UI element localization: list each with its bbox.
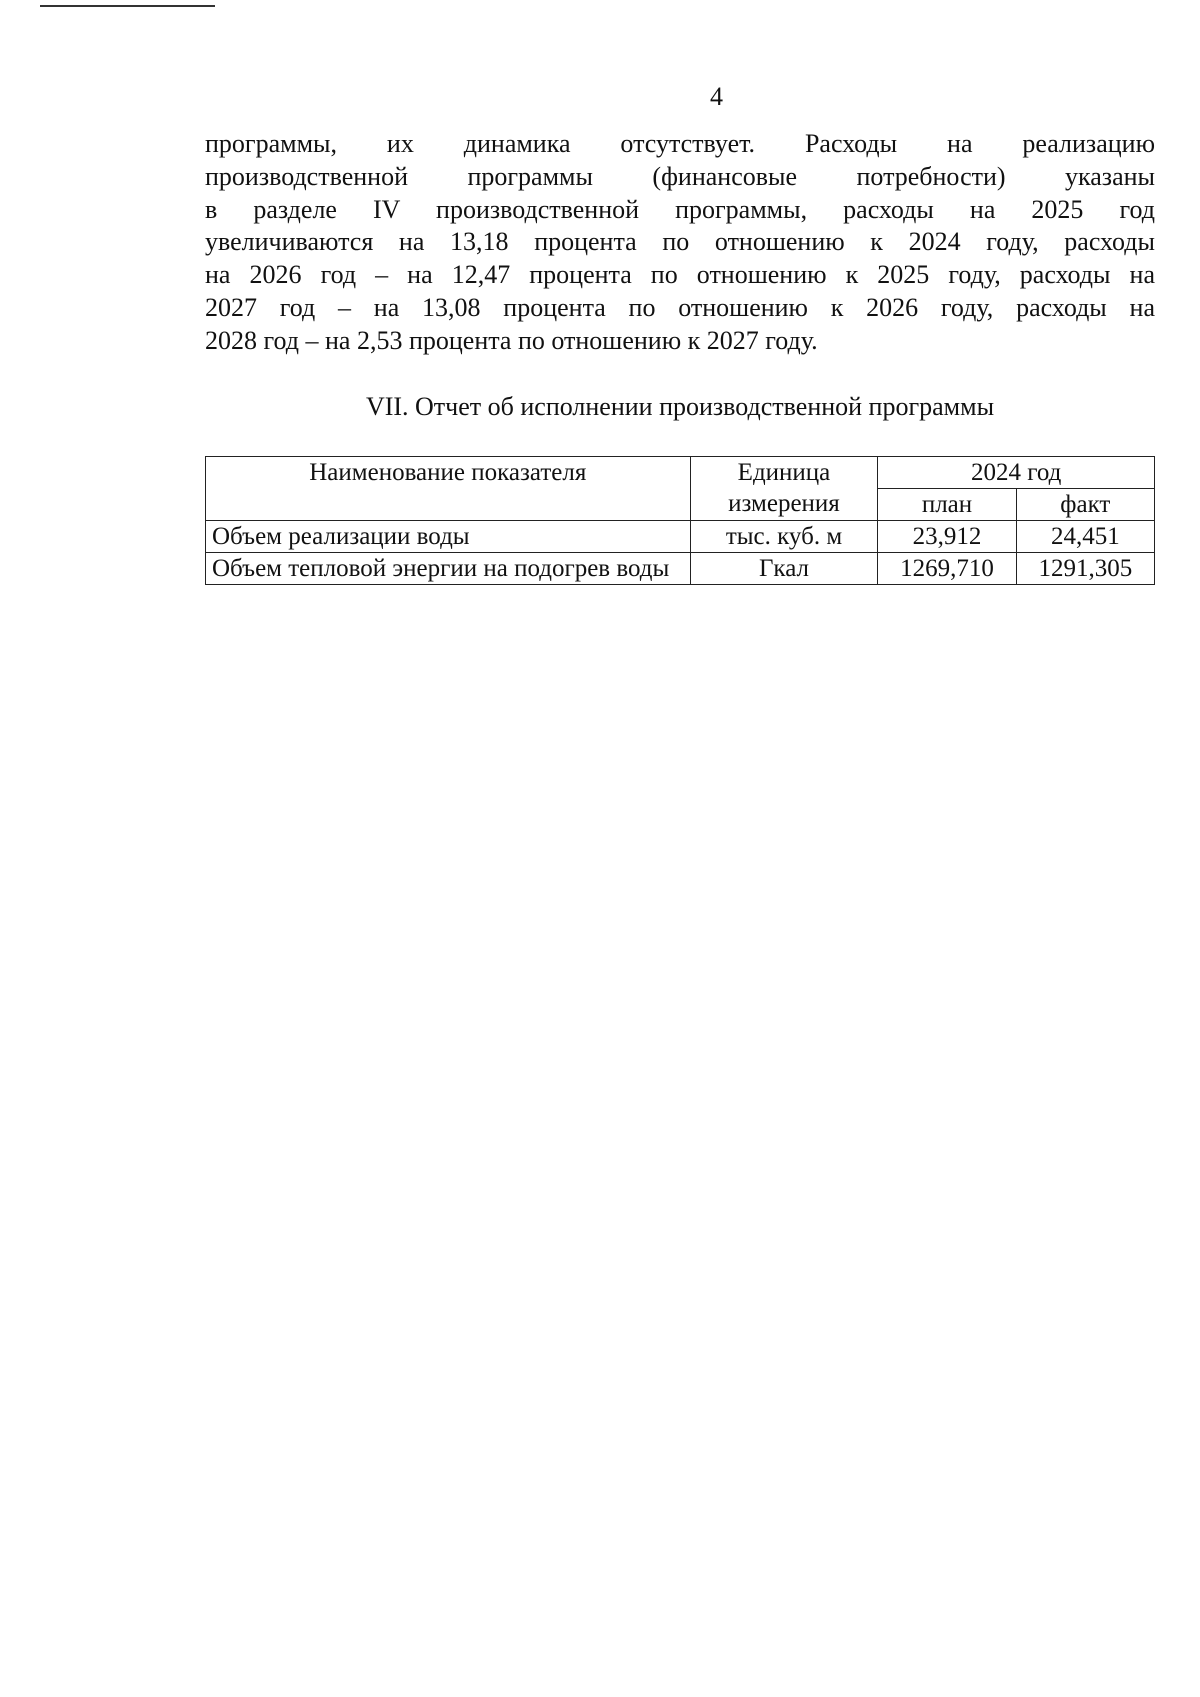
section-heading: VII. Отчет об исполнении производственной программы (365, 392, 995, 421)
paragraph-line: на 2026 год – на 12,47 процента по отношению к 2025 году, расходы на (205, 260, 1155, 290)
paragraph-line: 2027 год – на 13,08 процента по отношению к 2026 году, расходы на (205, 292, 1155, 322)
table-row (206, 521, 1155, 553)
table-row (206, 553, 1155, 585)
paragraph-line: производственной программы (финансовые потребности) указаны (205, 161, 1155, 191)
header-plan: план (878, 489, 1016, 521)
row-unit: Гкал (690, 553, 878, 585)
row-unit: тыс. куб. м (690, 521, 878, 553)
header-year: 2024 год (878, 457, 1155, 489)
row-fact-value: 1291,305 (1016, 553, 1154, 585)
table-header-row (206, 457, 1155, 489)
header-fact: факт (1016, 489, 1154, 521)
row-indicator-name: Объем реализации воды (206, 521, 691, 553)
report-table (205, 456, 1155, 585)
row-indicator-name: Объем тепловой энергии на подогрев воды (206, 553, 691, 585)
paragraph-line: в разделе IV производственной программы, расходы на 2025 год (205, 194, 1155, 224)
row-fact-value: 24,451 (1016, 521, 1154, 553)
paragraph-line: увеличиваются на 13,18 процента по отношению к 2024 году, расходы (205, 227, 1155, 257)
row-plan-value: 23,912 (878, 521, 1016, 553)
top-rule (40, 5, 215, 7)
row-plan-value: 1269,710 (878, 553, 1016, 585)
header-unit (690, 457, 878, 521)
header-indicator-name: Наименование показателя (206, 457, 691, 521)
paragraph-line: программы, их динамика отсутствует. Расходы на реализацию (205, 129, 1155, 158)
body-paragraph (205, 128, 1155, 358)
paragraph-line: 2028 год – на 2,53 процента по отношению к 2027 году. (205, 325, 818, 355)
header-unit-line1: Единица (737, 459, 831, 486)
page-number: 4 (710, 82, 723, 111)
header-unit-line2: измерения (728, 490, 840, 517)
